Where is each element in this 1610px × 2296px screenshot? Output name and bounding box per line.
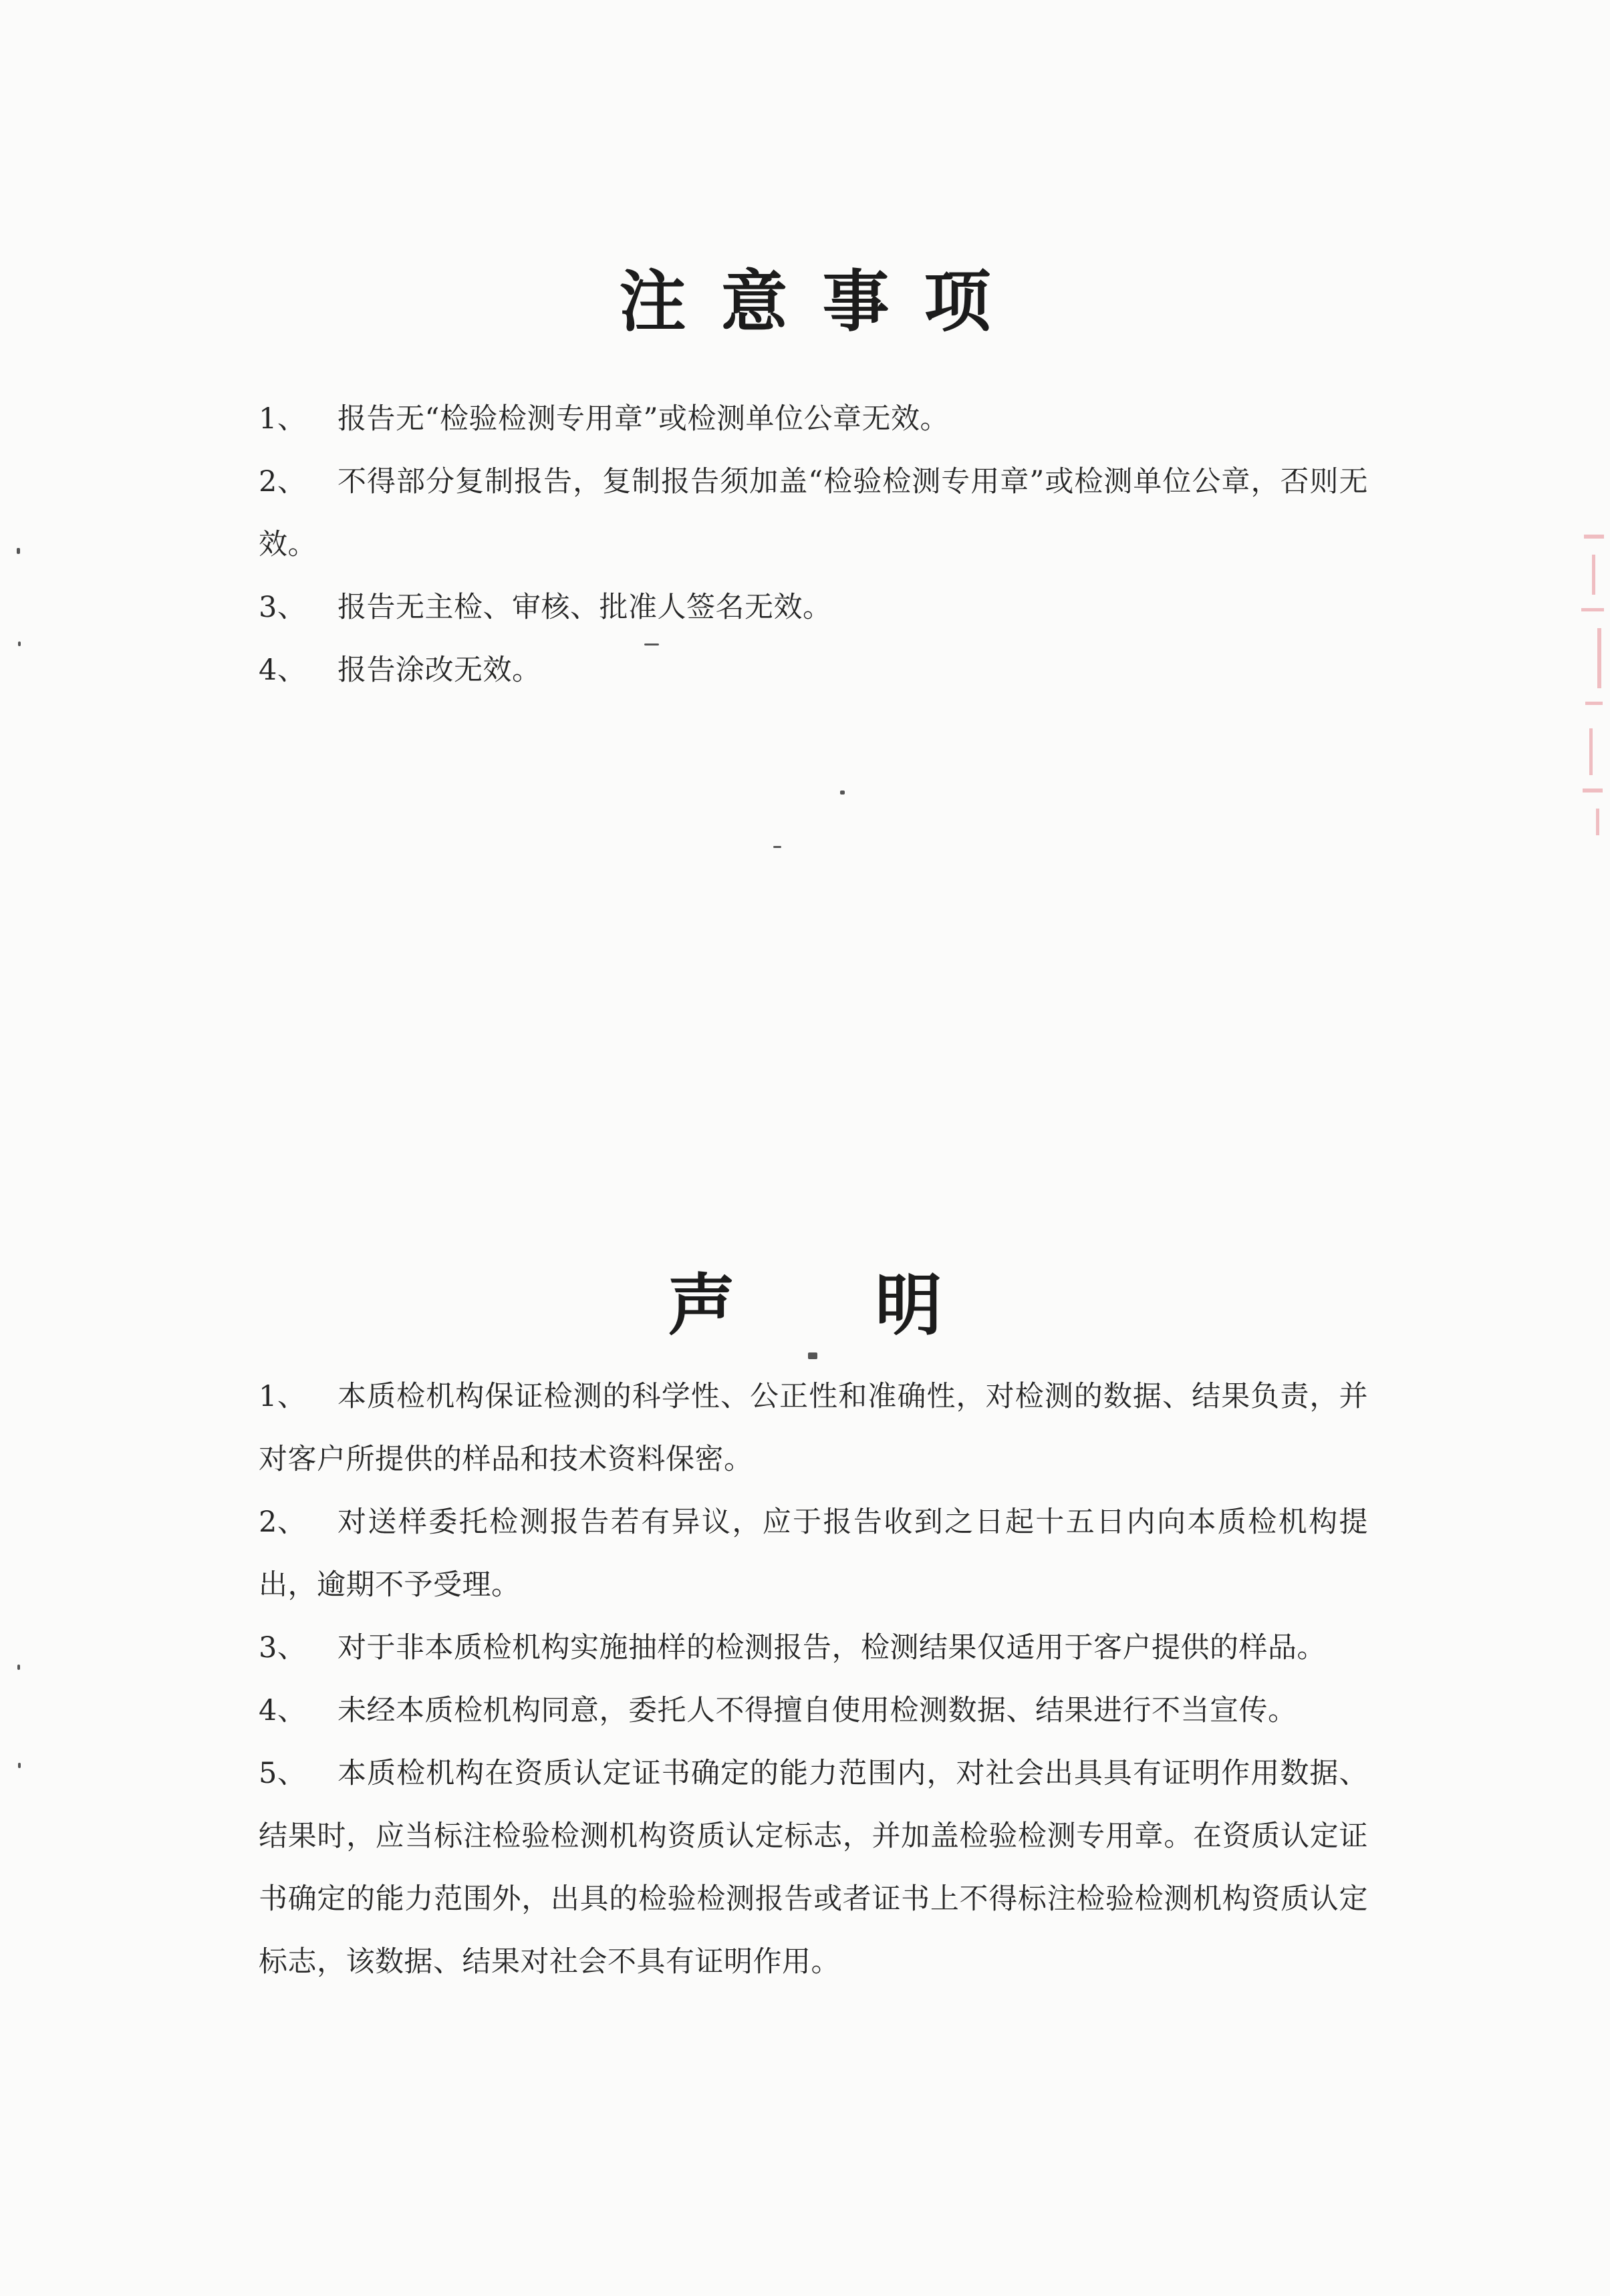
- declaration-item: [259, 1365, 1368, 1491]
- declaration-item-number: 2、: [259, 1505, 307, 1539]
- stamp-edge-fragment: [1577, 528, 1610, 842]
- notes-item-text: 报告无“检验检测专用章”或检测单位公章无效。: [338, 402, 949, 436]
- declaration-item-text: 对于非本质检机构实施抽样的检测报告，检测结果仅适用于客户提供的样品。: [338, 1631, 1326, 1665]
- declaration-item: [259, 1742, 1368, 1993]
- scan-speck: [840, 791, 845, 795]
- notes-item: [259, 639, 1368, 702]
- notes-item-number: 2、: [259, 465, 307, 498]
- notes-item-text: 报告涂改无效。: [338, 654, 541, 687]
- notes-item-number: 4、: [259, 654, 307, 687]
- notes-item-number: 1、: [259, 402, 307, 436]
- scan-speck: [808, 1352, 817, 1359]
- declaration-list: [259, 1365, 1368, 1993]
- declaration-item-text: 对送样委托检测报告若有异议，应于报告收到之日起十五日内向本质检机构提出，逾期不予受理。: [259, 1505, 1368, 1602]
- declaration-item-text: 本质检机构保证检测的科学性、公正性和准确性，对检测的数据、结果负责，并对客户所提供的样品和技术资料保密。: [259, 1380, 1368, 1476]
- notes-item-text: 报告无主检、审核、批准人签名无效。: [338, 591, 832, 624]
- declaration-item: [259, 1679, 1368, 1742]
- declaration-item-number: 4、: [259, 1694, 307, 1727]
- scan-speck: [17, 1665, 20, 1670]
- declaration-item: [259, 1616, 1368, 1679]
- declaration-item-number: 1、: [259, 1380, 307, 1413]
- scan-speck: [773, 846, 781, 848]
- declaration-item: [259, 1491, 1368, 1616]
- notes-item: [259, 576, 1368, 639]
- notes-item-number: 3、: [259, 591, 307, 624]
- notes-item-text: 不得部分复制报告，复制报告须加盖“检验检测专用章”或检测单位公章，否则无效。: [259, 465, 1368, 561]
- scan-speck: [644, 643, 659, 645]
- declaration-item-text: 未经本质检机构同意，委托人不得擅自使用检测数据、结果进行不当宣传。: [338, 1694, 1297, 1727]
- declaration-item-text: 本质检机构在资质认定证书确定的能力范围内，对社会出具具有证明作用数据、结果时，应当标注检验检测机构资质认定标志，并加盖检验检测专用章。在资质认定证书确定的能力范围外，出具的检验检测报告或者证书上不得标注检验检测机构资质认定标志，该数据、结果对社会不具有证明作用。: [259, 1757, 1368, 1979]
- notes-title: 注意事项: [619, 263, 1026, 341]
- notes-item: [259, 388, 1368, 450]
- declaration-title: 声明: [668, 1266, 1083, 1344]
- scan-speck: [18, 641, 21, 646]
- scan-speck: [17, 548, 20, 554]
- declaration-item-number: 3、: [259, 1631, 307, 1665]
- declaration-item-number: 5、: [259, 1757, 307, 1790]
- scan-speck: [18, 1763, 21, 1768]
- notes-list: [259, 388, 1368, 702]
- notes-item: [259, 450, 1368, 576]
